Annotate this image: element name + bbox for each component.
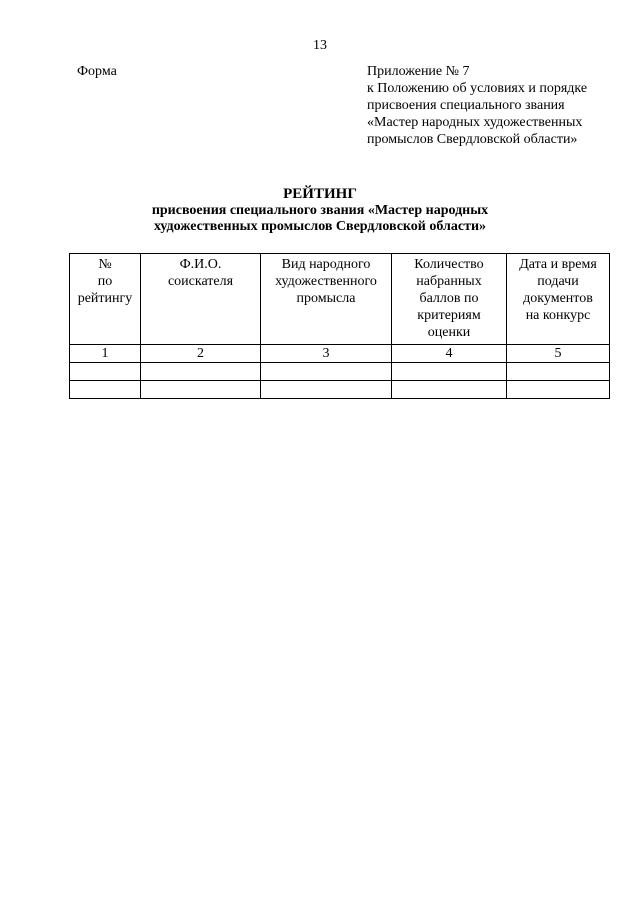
table-cell (70, 363, 141, 381)
table-cell (141, 381, 261, 399)
header-rank: № по рейтингу (70, 254, 141, 345)
column-number: 3 (261, 345, 392, 363)
table-cell (70, 381, 141, 399)
table-header-row (70, 254, 610, 345)
document-heading (0, 185, 640, 235)
table-row (70, 363, 610, 381)
table-cell (507, 363, 610, 381)
header-craft-type: Вид народного художественного промысла (261, 254, 392, 345)
column-number: 4 (392, 345, 507, 363)
appendix-note (367, 63, 627, 148)
document-subtitle-line: художественных промыслов Свердловской области» (153, 219, 487, 234)
appendix-line: «Мастер народных художественных (367, 115, 583, 130)
appendix-line: промыслов Свердловской области» (367, 132, 578, 147)
table-cell (392, 363, 507, 381)
column-number: 5 (507, 345, 610, 363)
appendix-line: Приложение № 7 (367, 64, 470, 79)
table-cell (507, 381, 610, 399)
header-submission-date: Дата и время подачи документов на конкурс (507, 254, 610, 345)
table-cell (261, 363, 392, 381)
document-title: РЕЙТИНГ (283, 186, 357, 202)
column-number: 1 (70, 345, 141, 363)
page-number: 13 (313, 38, 327, 53)
column-number-row (70, 345, 610, 363)
form-label: Форма (77, 64, 117, 79)
header-full-name: Ф.И.О. соискателя (141, 254, 261, 345)
column-number: 2 (141, 345, 261, 363)
appendix-line: к Положению об условиях и порядке (367, 81, 588, 96)
table-cell (261, 381, 392, 399)
rating-table (69, 253, 610, 399)
appendix-line: присвоения специального звания (367, 98, 565, 113)
document-subtitle-line: присвоения специального звания «Мастер народных (151, 203, 489, 218)
table-row (70, 381, 610, 399)
header-points: Количество набранных баллов по критериям оценки (392, 254, 507, 345)
table-cell (392, 381, 507, 399)
table-cell (141, 363, 261, 381)
